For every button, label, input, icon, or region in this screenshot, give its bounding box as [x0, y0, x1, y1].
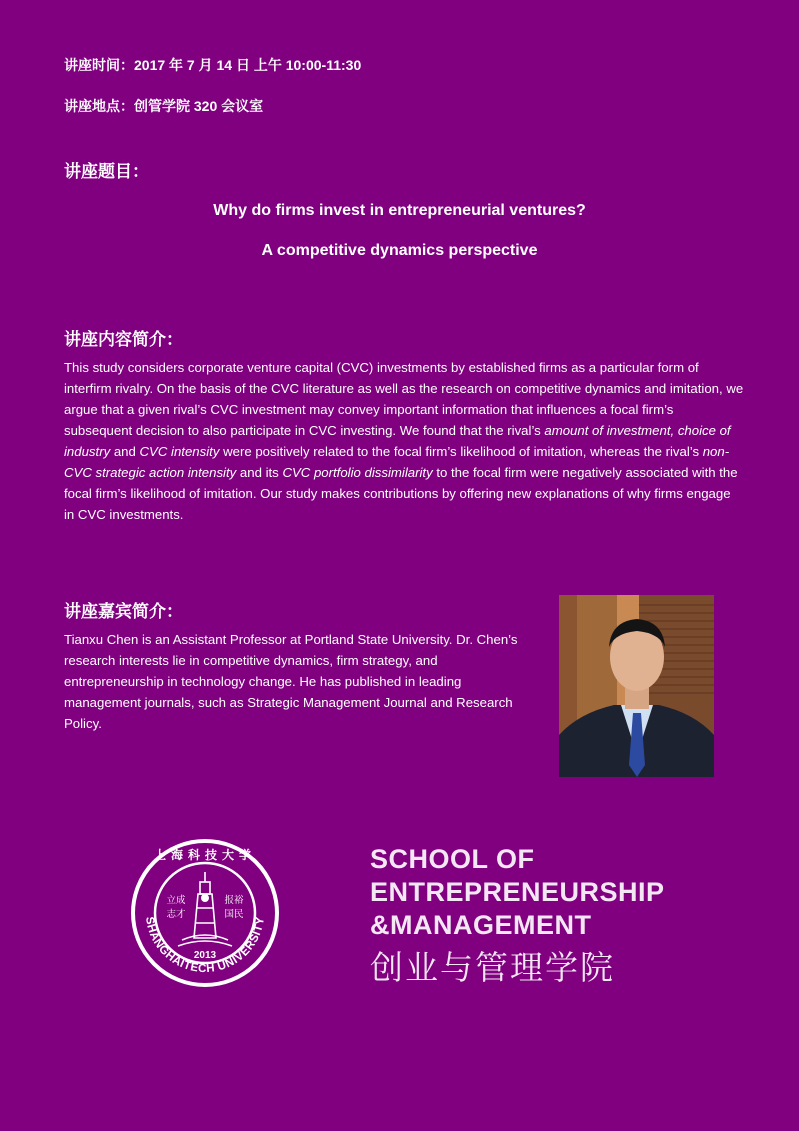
- svg-text:SHANGHAITECH UNIVERSITY: SHANGHAITECH UNIVERSITY: [143, 915, 267, 976]
- svg-text:报裕: 报裕: [224, 895, 244, 906]
- school-name-line3: &MANAGEMENT: [370, 910, 592, 940]
- speaker-bio: Tianxu Chen is an Assistant Professor at Portland State University. Dr. Chen’s research interests lie in competitive dynamics, firm strategy, and entrepreneurship in technology change. He has published in leading management journals, such as Strategic Management Journal and Research Policy.: [64, 632, 518, 731]
- lecture-title-line1: Why do firms invest in entrepreneurial ventures?: [213, 202, 586, 219]
- svg-text:国民: 国民: [224, 909, 244, 920]
- speaker-heading: 讲座嘉宾简介：: [64, 602, 183, 621]
- abstract-segment: and: [110, 444, 140, 459]
- abstract-emphasis: CVC intensity: [139, 444, 220, 459]
- abstract-segment: were positively related to the focal firm’s likelihood of imitation, whereas the rival’s: [219, 444, 703, 459]
- abstract-emphasis: CVC portfolio dissimilarity: [282, 465, 433, 480]
- school-name-en: [370, 843, 665, 942]
- school-name-line1: SCHOOL OF: [370, 844, 535, 874]
- svg-text:志才: 志才: [166, 909, 186, 920]
- lecture-time: 讲座时间：2017 年 7 月 14 日 上午 10:00-11:30: [64, 57, 362, 73]
- abstract-text: [64, 357, 744, 525]
- svg-text:立成: 立成: [166, 895, 186, 906]
- abstract-segment: This study considers corporate venture capital (CVC) investments by established firms as a particular form of interfirm rivalry. On the basis of the CVC literature as well as the research on competitive dynamics and imitation, we argue that a given rival’s CVC investment may convey important information that influences a focal firm’s subsequent decision to also participate in CVC investing. We found that the rival’s: [64, 360, 744, 438]
- abstract-segment: to the focal firm were negatively associated with the focal firm’s likelihood of imitation. Our study makes contributions by offering new explanations of why firms engage in CVC investments.: [64, 465, 738, 522]
- shanghaitech-logo: [130, 838, 280, 988]
- topic-heading: 讲座题目：: [64, 162, 149, 181]
- speaker-photo: [559, 595, 714, 777]
- abstract-heading: 讲座内容简介：: [64, 330, 183, 349]
- abstract-emphasis: non-CVC strategic action intensity: [64, 444, 730, 480]
- school-name-line2: ENTREPRENEURSHIP: [370, 877, 665, 907]
- svg-text:上海科技大学: 上海科技大学: [153, 848, 257, 862]
- abstract-segment: and its: [236, 465, 283, 480]
- lecture-location: 讲座地点：创管学院 320 会议室: [64, 98, 264, 114]
- abstract-emphasis: amount of investment, choice of industry: [64, 423, 731, 459]
- svg-text:2013: 2013: [193, 950, 217, 961]
- lecture-title-line2: A competitive dynamics perspective: [261, 242, 538, 259]
- school-name-cn: 创业与管理学院: [370, 949, 615, 986]
